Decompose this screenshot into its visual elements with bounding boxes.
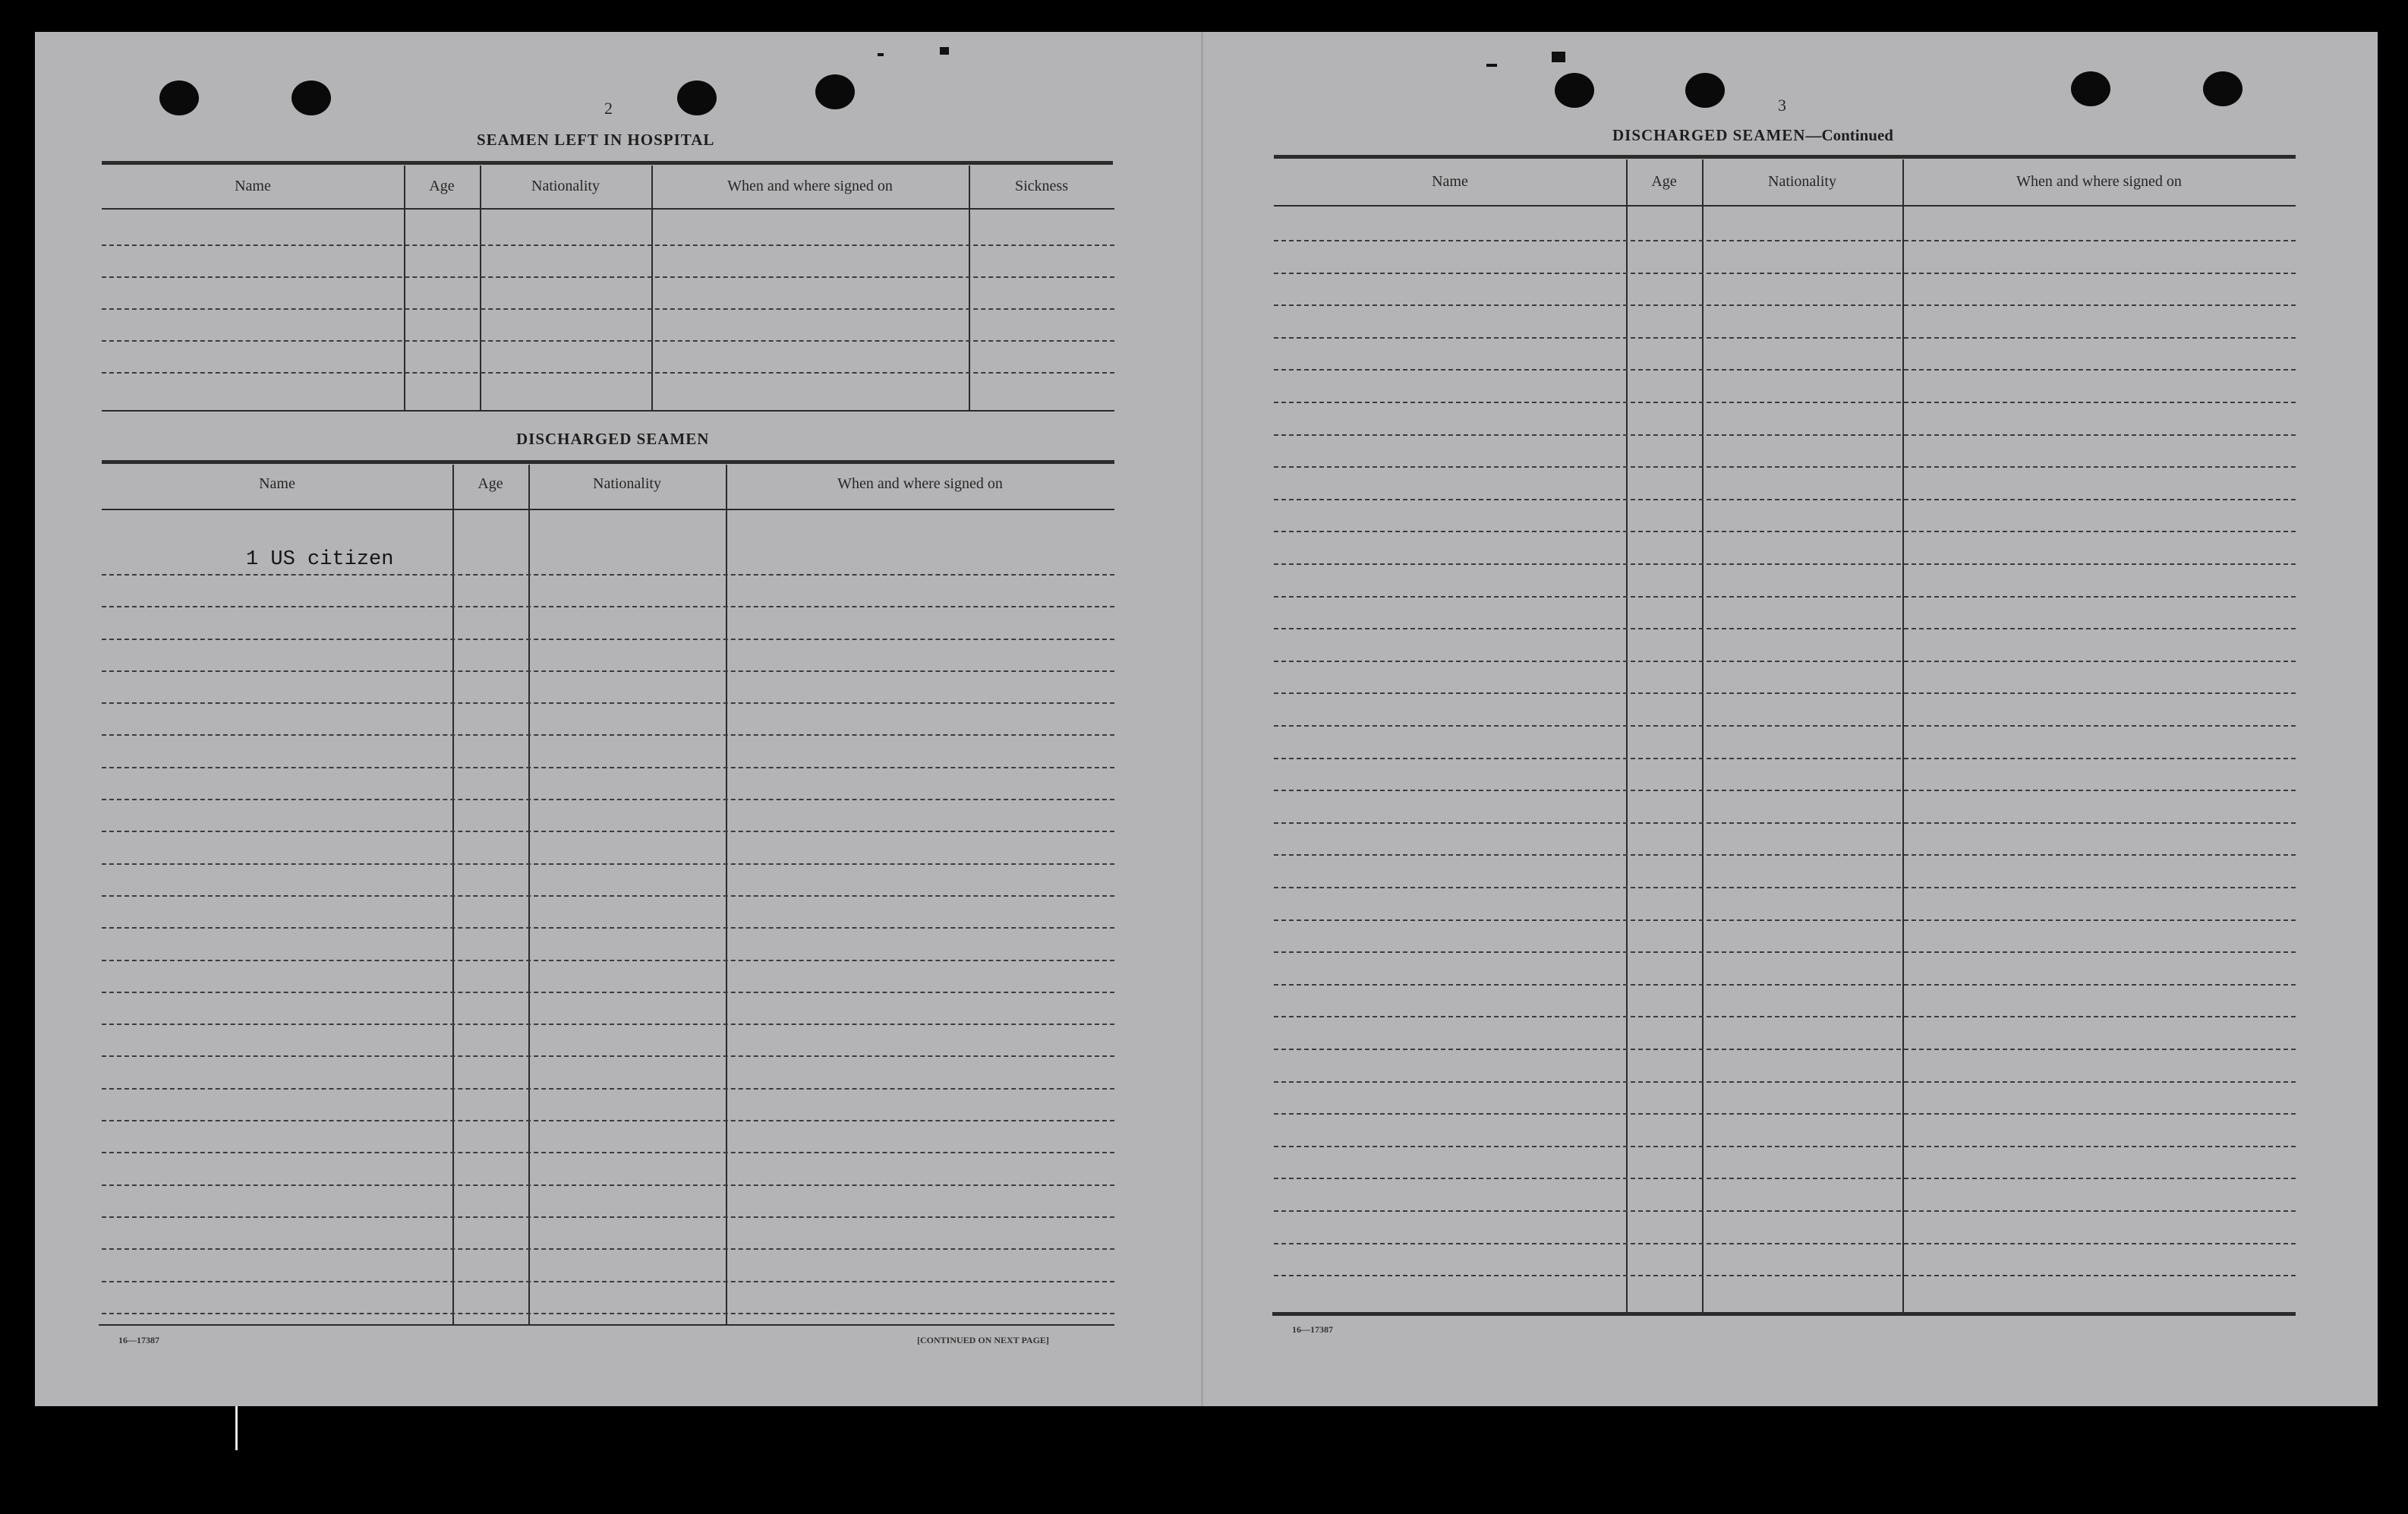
form-number-right: 16—17387 xyxy=(1292,1324,1333,1335)
hospital-row-line xyxy=(102,276,1114,278)
hospital-col-nationality: Nationality xyxy=(531,178,600,194)
punch-hole xyxy=(677,80,717,115)
discharged-col-signed-on: When and where signed on xyxy=(837,475,1003,492)
row-line xyxy=(1274,951,2296,953)
row-line xyxy=(102,960,1114,961)
punch-hole xyxy=(159,80,199,115)
discharged-continued-title-main: DISCHARGED SEAMEN xyxy=(1612,126,1806,144)
row-line xyxy=(1274,466,2296,468)
row-line xyxy=(1274,822,2296,824)
row-line xyxy=(102,767,1114,768)
row-line xyxy=(1274,1081,2296,1083)
discharged-col-nationality: Nationality xyxy=(593,475,661,492)
page-fold xyxy=(1201,32,1203,1406)
row-line xyxy=(1274,887,2296,888)
form-number-left: 16—17387 xyxy=(118,1335,159,1345)
row-line xyxy=(1274,1049,2296,1050)
row-line xyxy=(102,1281,1114,1282)
discharged-entry-name: 1 US citizen xyxy=(246,548,394,571)
right-col-divider xyxy=(1902,159,1904,1314)
right-col-age: Age xyxy=(1651,173,1677,190)
hospital-table-top-rule xyxy=(102,161,1113,165)
row-line xyxy=(1274,402,2296,403)
row-line xyxy=(1274,531,2296,532)
discharged-table-bottom-rule xyxy=(99,1324,1114,1326)
row-line xyxy=(102,1024,1114,1025)
hospital-row-line xyxy=(102,244,1114,246)
right-table-header-rule xyxy=(1274,205,2296,207)
discharged-col-age: Age xyxy=(478,475,503,492)
row-line xyxy=(102,1313,1114,1314)
hospital-section-title: SEAMEN LEFT IN HOSPITAL xyxy=(477,131,715,149)
hospital-row-line xyxy=(102,308,1114,310)
row-line xyxy=(102,639,1114,640)
row-line xyxy=(1274,628,2296,629)
row-line xyxy=(102,863,1114,865)
row-line xyxy=(102,1088,1114,1090)
row-line xyxy=(1274,596,2296,598)
right-table-bottom-rule xyxy=(1272,1312,2296,1316)
row-line xyxy=(1274,1016,2296,1017)
right-col-nationality: Nationality xyxy=(1768,173,1836,190)
row-line xyxy=(102,1152,1114,1153)
scan-mark xyxy=(235,1406,238,1450)
discharged-table-header-rule xyxy=(102,509,1114,510)
right-col-signed-on: When and where signed on xyxy=(2016,173,2182,190)
row-line xyxy=(102,992,1114,993)
row-line xyxy=(1274,1243,2296,1244)
punch-hole xyxy=(1555,73,1594,108)
row-line xyxy=(102,606,1114,607)
row-line xyxy=(1274,499,2296,500)
row-line xyxy=(102,734,1114,736)
row-line xyxy=(1274,661,2296,662)
hospital-table-bottom-rule xyxy=(102,410,1114,412)
row-line xyxy=(1274,758,2296,759)
row-line xyxy=(1274,919,2296,921)
row-line xyxy=(1274,790,2296,791)
document-sheet xyxy=(35,32,2378,1406)
row-line xyxy=(1274,1113,2296,1115)
right-col-divider xyxy=(1626,159,1628,1314)
row-line xyxy=(1274,563,2296,565)
punch-hole xyxy=(2071,71,2110,106)
discharged-section-title: DISCHARGED SEAMEN xyxy=(516,430,710,448)
ink-speck xyxy=(878,53,884,56)
row-line xyxy=(1274,240,2296,241)
hospital-row-line xyxy=(102,340,1114,342)
hospital-col-name: Name xyxy=(235,178,271,194)
hospital-col-signed-on: When and where signed on xyxy=(727,178,893,194)
row-line xyxy=(1274,692,2296,694)
row-line xyxy=(102,574,1114,576)
ink-speck xyxy=(940,47,949,55)
discharged-continued-title-suffix: —Continued xyxy=(1805,126,1893,144)
right-table-top-rule xyxy=(1274,155,2296,159)
page-number-left: 2 xyxy=(604,99,613,118)
row-line xyxy=(102,1216,1114,1218)
hospital-col-age: Age xyxy=(429,178,455,194)
row-line xyxy=(102,799,1114,800)
row-line xyxy=(102,927,1114,929)
row-line xyxy=(1274,1275,2296,1276)
row-line xyxy=(1274,1210,2296,1212)
row-line xyxy=(1274,984,2296,986)
row-line xyxy=(1274,1178,2296,1179)
punch-hole xyxy=(2203,71,2243,106)
row-line xyxy=(1274,369,2296,371)
row-line xyxy=(102,895,1114,897)
row-line xyxy=(102,702,1114,704)
discharged-table-top-rule xyxy=(102,460,1114,464)
row-line xyxy=(102,1248,1114,1250)
continued-note: [CONTINUED ON NEXT PAGE] xyxy=(917,1335,1049,1345)
punch-hole xyxy=(1685,73,1725,108)
page-number-right: 3 xyxy=(1778,96,1786,115)
right-col-name: Name xyxy=(1432,173,1468,190)
punch-hole xyxy=(292,80,331,115)
row-line xyxy=(1274,434,2296,436)
row-line xyxy=(102,670,1114,672)
row-line xyxy=(102,1055,1114,1057)
row-line xyxy=(1274,337,2296,339)
discharged-continued-title xyxy=(1612,126,1893,145)
row-line xyxy=(1274,854,2296,856)
hospital-col-sickness: Sickness xyxy=(1015,178,1068,194)
ink-speck xyxy=(1486,64,1497,67)
row-line xyxy=(1274,304,2296,306)
discharged-col-name: Name xyxy=(259,475,295,492)
row-line xyxy=(1274,1146,2296,1147)
ink-speck xyxy=(1552,52,1565,62)
hospital-row-line xyxy=(102,372,1114,374)
hospital-table-header-rule xyxy=(102,208,1114,210)
row-line xyxy=(102,831,1114,832)
punch-hole xyxy=(815,74,855,109)
right-col-divider xyxy=(1702,159,1704,1314)
row-line xyxy=(1274,273,2296,274)
row-line xyxy=(1274,725,2296,727)
row-line xyxy=(102,1120,1114,1121)
row-line xyxy=(102,1184,1114,1186)
